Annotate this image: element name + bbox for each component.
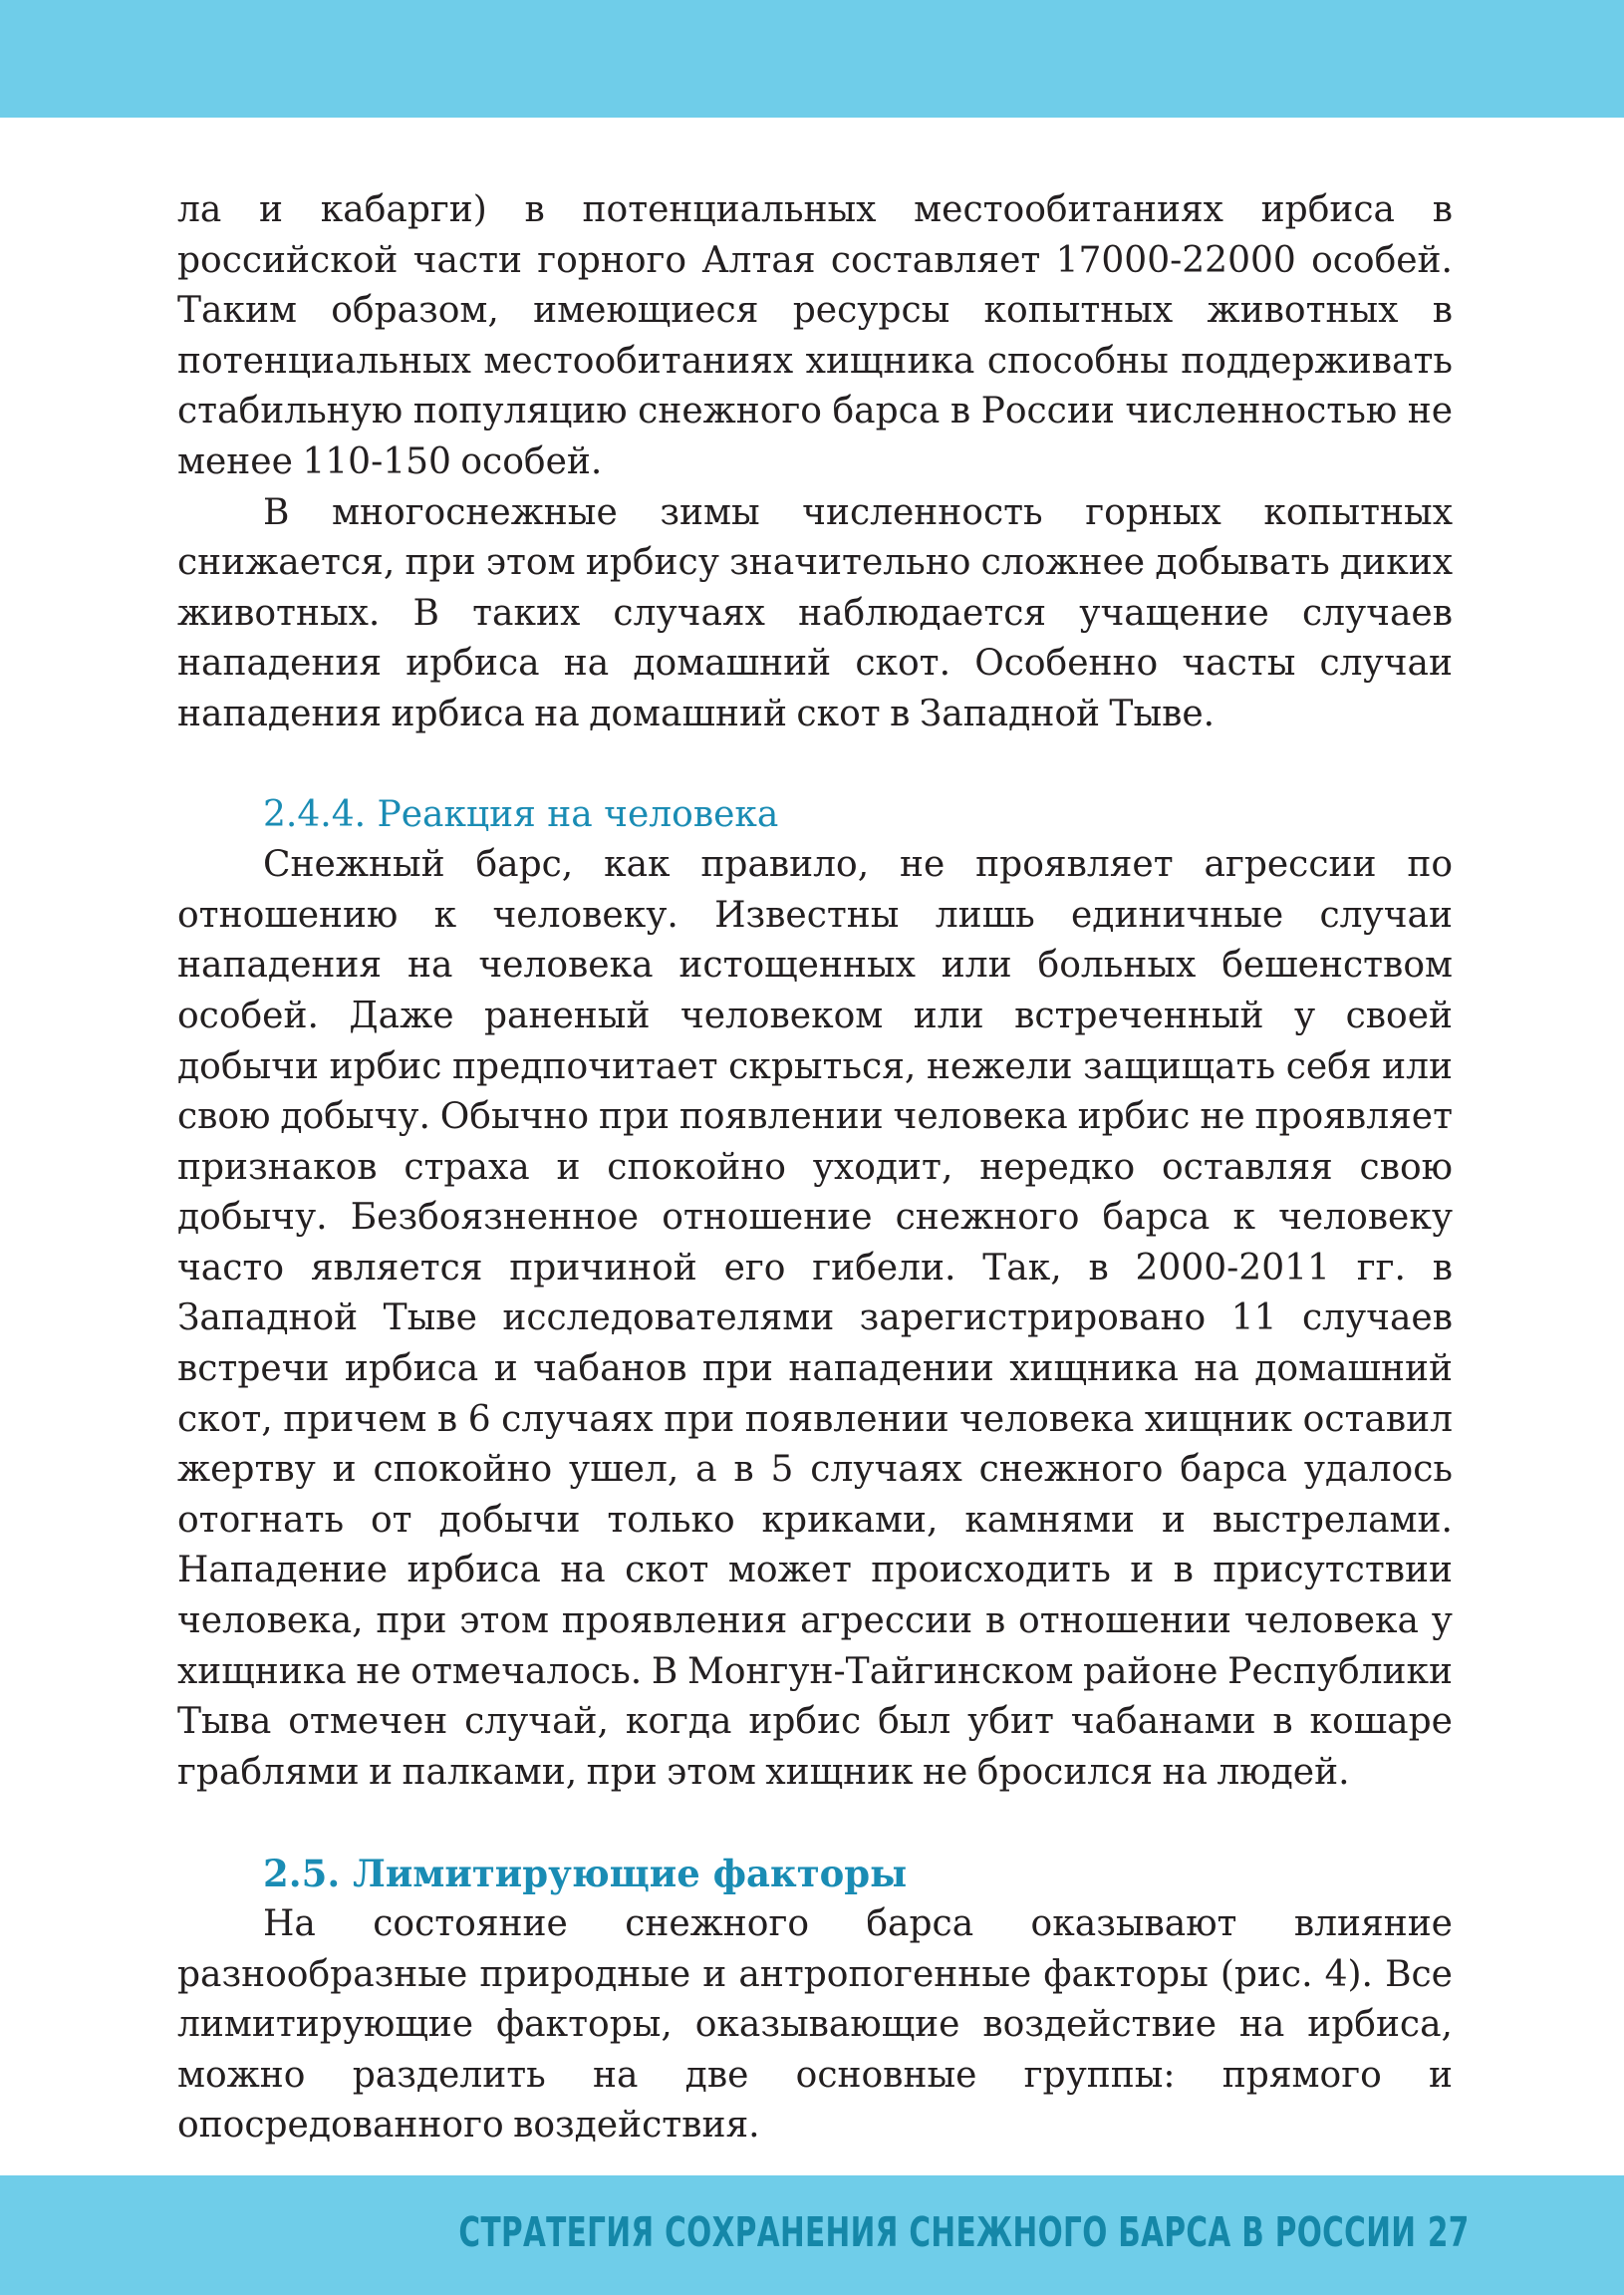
- paragraph-continuation: ла и кабарги) в потенциальных местообитаниях ирбиса в российской части горного Алтая составляет 17000-22000 особей. Таким образом, имеющиеся ресурсы копытных животных в потенциальных местообитаниях хищника способны поддерживать стабильную популяцию снежного барса в России численностью не менее 110-150 особей.: [177, 189, 1453, 482]
- running-footer: [459, 2192, 1470, 2272]
- paragraph-limiting-factors: На состояние снежного барса оказывают влияние разнообразные природные и антропогенные факторы (рис. 4). Все лимитирующие факторы, оказывающие воздействие на ирбиса, можно разделить на две основные группы: прямого и опосредованного воздействия.: [177, 1903, 1453, 2147]
- page-number: 27: [1428, 2208, 1470, 2256]
- header-band: [0, 0, 1624, 118]
- paragraph-reaction: Снежный барс, как правило, не проявляет агрессии по отношению к человеку. Известны лишь единичные случаи нападения на человека истощенных или больных бешенством особей. Даже раненый человеком или встреченный у своей добычи ирбис предпочитает скрыться, нежели защищать себя или свою добычу. Обычно при появлении человека ирбис не проявляет признаков страха и спокойно уходит, нередко оставляя свою добычу. Безбоязненное отношение снежного барса к человеку часто является причиной его гибели. Так, в 2000-2011 гг. в Западной Тыве исследователями зарегистрировано 11 случаев встречи ирбиса и чабанов при нападении хищника на домашний скот, причем в 6 случаях при появлении человека хищник оставил жертву и спокойно ушел, а в 5 случаях снежного барса удалось отогнать от добычи только криками, камнями и выстрелами. Нападение ирбиса на скот может происходить и в присутствии человека, при этом проявления агрессии в отношении человека у хищника не отмечалось. В Монгун-Тайгинском районе Республики Тыва отмечен случай, когда ирбис был убит чабанами в кошаре граблями и палками, при этом хищник не бросился на людей.: [177, 844, 1453, 1793]
- paragraph-winter: В многоснежные зимы численность горных копытных снижается, при этом ирбису значительно сложнее добывать диких животных. В таких случаях наблюдается учащение случаев нападения ирбиса на домашний скот. Особенно часты случаи нападения ирбиса на домашний скот в Западной Тыве.: [177, 491, 1453, 734]
- page-content: [177, 185, 1453, 2152]
- section-heading-2-5: 2.5. Лимитирующие факторы: [263, 1852, 908, 1896]
- footer-title: СТРАТЕГИЯ СОХРАНЕНИЯ СНЕЖНОГО БАРСА В РОССИИ: [458, 2208, 1417, 2256]
- section-heading-2-4-4: 2.4.4. Реакция на человека: [263, 793, 779, 835]
